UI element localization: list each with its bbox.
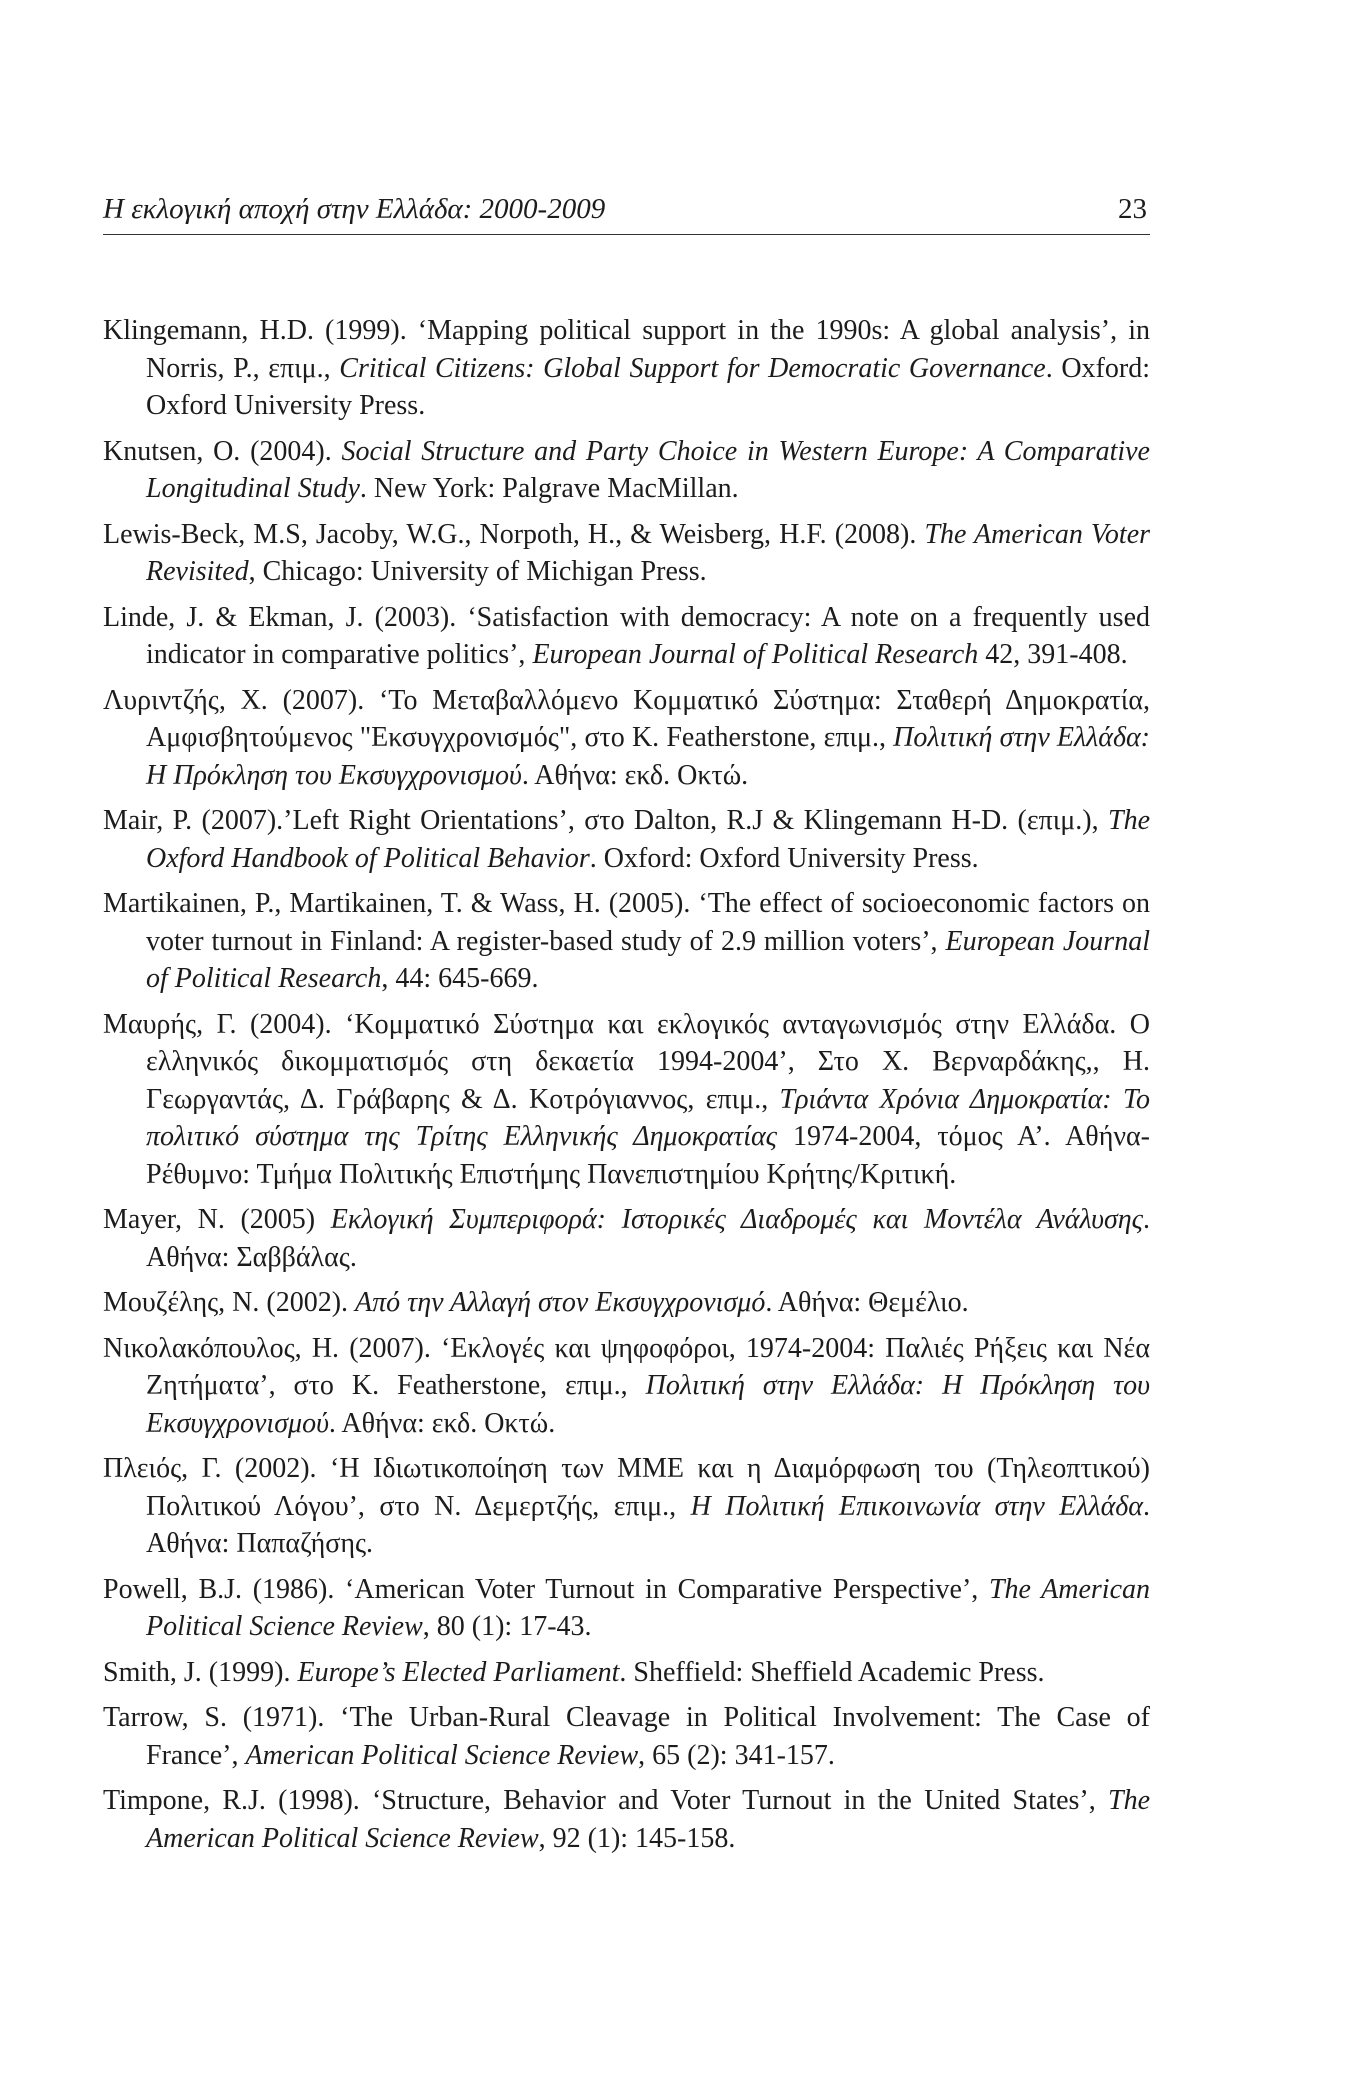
reference-text: Smith, J. (1999).	[103, 1656, 298, 1688]
reference-text: , 65 (2): 341-157.	[638, 1739, 835, 1771]
reference-text: . Oxford: Oxford University Press.	[589, 842, 979, 874]
reference-title: The American Voter Revisited	[146, 518, 1151, 587]
reference-entry	[103, 1201, 1150, 1276]
reference-title: Η Πολιτική Επικοινωνία στην Ελλάδα	[690, 1490, 1144, 1522]
reference-entry	[103, 1284, 1150, 1322]
reference-title: The American Political Science Review	[146, 1785, 1150, 1854]
reference-entry	[103, 1571, 1150, 1646]
reference-text: Lewis-Beck, M.S, Jacoby, W.G., Norpoth, H., & Weisberg, H.F. (2008).	[103, 518, 925, 550]
reference-title: Πολιτική στην Ελλάδα: Η Πρόκληση του Εκσυγχρονισμού	[146, 722, 1150, 791]
reference-text: 1974-2004, τόμος Α’. Αθήνα-Ρέθυμνο: Τμήμα Πολιτικής Επιστήμης Πανεπιστημίου Κρήτης/Κριτική.	[146, 1121, 1151, 1190]
reference-entry	[103, 516, 1150, 591]
running-header	[103, 190, 1150, 235]
reference-text: Μαυρής, Γ. (2004). ‘Κομματικό Σύστημα και εκλογικός ανταγωνισμός στην Ελλάδα. Ο ελληνικός δικομματισμός στη δεκαετία 1994-2004’, Στο Χ. Βερναρδάκης,, Η. Γεωργαντάς, Δ. Γράβαρης & Δ. Κοτρόγιαννος, επιμ.,	[103, 1008, 1150, 1115]
reference-title: Πολιτική στην Ελλάδα: Η Πρόκληση του Εκσυγχρονισμού	[146, 1370, 1150, 1439]
reference-entry	[103, 1782, 1150, 1857]
reference-entry	[103, 1654, 1150, 1692]
reference-entry	[103, 1006, 1150, 1194]
reference-title: Εκλογική Συμπεριφορά: Ιστορικές Διαδρομές και Μοντέλα Ανάλυσης	[330, 1204, 1144, 1235]
running-header-title: Η εκλογική αποχή στην Ελλάδα: 2000-2009	[103, 193, 606, 225]
reference-text: Tarrow, S. (1971). ‘The Urban-Rural Cleavage in Political Involvement: The Case of France’,	[103, 1702, 1150, 1771]
reference-title: Europe’s Elected Parliament	[297, 1656, 620, 1688]
reference-text: . Αθήνα: Σαββάλας.	[146, 1204, 1151, 1273]
reference-title: European Journal of Political Research	[146, 925, 1150, 994]
reference-text: Mair, P. (2007).’Left Right Orientations’, στο Dalton, R.J & Klingemann H-D. (επιμ.),	[103, 805, 1108, 836]
reference-text: . Oxford: Oxford University Press.	[146, 352, 1150, 421]
reference-text: Powell, B.J. (1986). ‘American Voter Turnout in Comparative Perspective’,	[103, 1573, 989, 1605]
reference-text: Martikainen, P., Martikainen, T. & Wass, H. (2005). ‘The effect of socioeconomic factors on voter turnout in Finland: A register-based study of 2.9 million voters’,	[103, 888, 1150, 957]
reference-text: . Αθήνα: εκδ. Οκτώ.	[521, 759, 749, 791]
reference-text: Πλειός, Γ. (2002). ‘Η Ιδιωτικοποίηση των ΜΜΕ και η Διαμόρφωση του (Τηλεοπτικού) Πολιτικού Λόγου’, στο Ν. Δεμερτζής, επιμ.,	[103, 1453, 1150, 1522]
reference-entry	[103, 1699, 1150, 1774]
reference-text: . Sheffield: Sheffield Academic Press.	[619, 1656, 1045, 1688]
reference-text: Linde, J. & Ekman, J. (2003). ‘Satisfaction with democracy: A note on a frequently used indicator in comparative politics’,	[103, 601, 1150, 670]
reference-entry	[103, 312, 1150, 425]
reference-title: European Journal of Political Research	[532, 639, 979, 670]
reference-text: , 44: 645-669.	[381, 963, 539, 994]
reference-title: Από την Αλλαγή στον Εκσυγχρονισμό	[355, 1287, 766, 1318]
reference-entry	[103, 1450, 1150, 1563]
reference-text: . Αθήνα: Παπαζήσης.	[146, 1490, 1151, 1559]
reference-list	[103, 312, 1150, 1865]
reference-entry	[103, 433, 1150, 508]
reference-text: . New York: Palgrave MacMillan.	[359, 473, 739, 504]
reference-text: , 80 (1): 17-43.	[422, 1611, 592, 1642]
reference-title: The American Political Science Review	[146, 1573, 1150, 1642]
reference-text: , 92 (1): 145-158.	[538, 1822, 736, 1854]
reference-text: Timpone, R.J. (1998). ‘Structure, Behavior and Voter Turnout in the United States’,	[103, 1785, 1108, 1816]
reference-title: The Oxford Handbook of Political Behavior	[146, 805, 1150, 874]
reference-entry	[103, 682, 1150, 795]
reference-text: Mayer, N. (2005)	[103, 1204, 331, 1235]
reference-text: Μουζέλης, Ν. (2002).	[103, 1287, 356, 1318]
reference-text: Λυριντζής, Χ. (2007). ‘Το Μεταβαλλόμενο Κομματικό Σύστημα: Σταθερή Δημοκρατία, Αμφισβητούμενος "Εκσυγχρονισμός", στο K. Featherstone, επιμ.,	[103, 684, 1150, 753]
reference-entry	[103, 802, 1150, 877]
reference-entry	[103, 885, 1150, 998]
reference-text: Knutsen, O. (2004).	[103, 435, 342, 467]
reference-title: Τριάντα Χρόνια Δημοκρατία: Το πολιτικό σύστημα της Τρίτης Ελληνικής Δημοκρατίας	[146, 1083, 1150, 1152]
reference-text: , Chicago: University of Michigan Press.	[248, 556, 707, 587]
reference-text: 42, 391-408.	[978, 639, 1128, 670]
reference-title: Social Structure and Party Choice in Western Europe: A Comparative Longitudinal Study	[146, 435, 1150, 504]
reference-text: . Αθήνα: εκδ. Οκτώ.	[328, 1407, 556, 1439]
reference-title: American Political Science Review	[245, 1739, 639, 1771]
reference-entry	[103, 1330, 1150, 1443]
reference-title: Critical Citizens: Global Support for Democratic Governance	[339, 352, 1046, 384]
reference-entry	[103, 599, 1150, 674]
reference-text: Νικολακόπουλος, Η. (2007). ‘Εκλογές και ψηφοφόροι, 1974-2004: Παλιές Ρήξεις και Νέα Ζητήματα’, στο K. Featherstone, επιμ.,	[103, 1332, 1150, 1401]
reference-text: Klingemann, H.D. (1999). ‘Mapping political support in the 1990s: A global analysis’, in Norris, P., επιμ.,	[103, 315, 1150, 384]
reference-text: . Αθήνα: Θεμέλιο.	[765, 1287, 969, 1318]
page-number: 23	[1118, 193, 1147, 225]
